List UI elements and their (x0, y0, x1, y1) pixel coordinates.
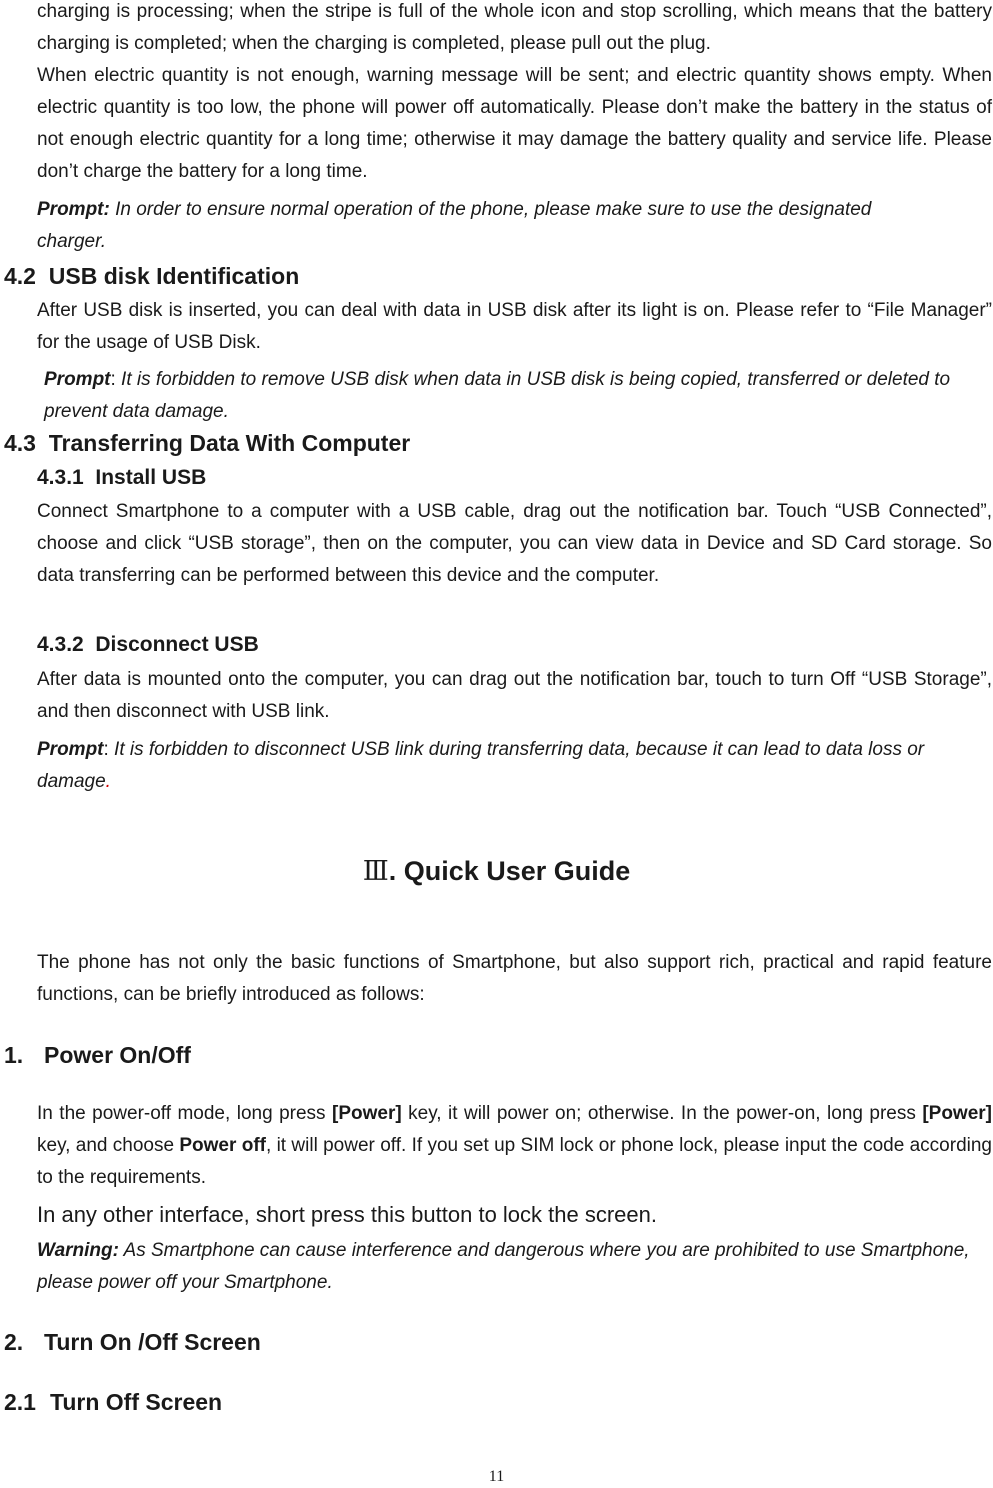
chapter-numeral: Ⅲ (362, 856, 389, 887)
paragraph-lock-screen: In any other interface, short press this button to lock the screen. (37, 1202, 657, 1227)
warning-text: As Smartphone can cause interference and dangerous where you are prohibited to use Smartphone, please power off your Smartphone. (37, 1240, 970, 1293)
heading-4-3-1 (37, 463, 206, 493)
warning-label: Warning: (37, 1240, 119, 1261)
heading-4-2 (4, 261, 299, 291)
section-turn-off-screen (4, 1386, 222, 1418)
heading-title: Install USB (95, 466, 207, 489)
heading-4-3 (4, 428, 410, 458)
section-title: Power On/Off (44, 1042, 191, 1068)
paragraph-charging: charging is processing; when the stripe is full of the whole icon and stop scrolling, which means that the battery charging is completed; when the charging is completed, please pull out the plug. (37, 1, 992, 54)
paragraph-power (37, 1098, 992, 1194)
section-screen (4, 1326, 261, 1358)
prompt-charger (37, 194, 897, 258)
heading-4-3-2 (37, 630, 259, 660)
paragraph-usb-disk: After USB disk is inserted, you can deal with data in USB disk after its light is on. Please refer to “File Manager” for the usage of USB Disk. (37, 300, 992, 353)
heading-number: 4.3.1 (37, 466, 84, 489)
section-number: 2.1 (4, 1389, 36, 1415)
warning-note (37, 1235, 987, 1299)
section-number: 2. (4, 1329, 24, 1355)
heading-title: Disconnect USB (95, 633, 259, 656)
prompt-end-mark: . (105, 771, 111, 792)
prompt-colon: : (110, 369, 116, 390)
prompt-label: Prompt (44, 369, 111, 390)
text-run: key, it will power on; otherwise. In the power-on, long press (401, 1103, 923, 1124)
prompt-label: Prompt: (37, 199, 110, 220)
prompt-usb-disk (44, 364, 992, 428)
chapter-title-text: . Quick User Guide (388, 856, 631, 886)
section-power (4, 1039, 191, 1071)
chapter-title (0, 853, 993, 890)
paragraph-electric-quantity: When electric quantity is not enough, warning message will be sent; and electric quantity shows empty. When electric quantity is too low, the phone will power off automatically. Please don’t make the battery in the status of not enough electric quantity for a long time; otherwise it may damage the battery quality and service life. Please don’t charge the battery for a long time. (37, 65, 992, 182)
prompt-usb-link (37, 734, 992, 798)
section-title: Turn On /Off Screen (44, 1329, 261, 1355)
prompt-text: It is forbidden to disconnect USB link during transferring data, because it can lead to data loss or damage (37, 739, 925, 792)
heading-title: Transferring Data With Computer (48, 430, 411, 456)
page-number: 11 (488, 1468, 505, 1485)
text-run: , it will power off. If you set up SIM lock or phone lock, please input the code according to the requirements. (37, 1135, 992, 1188)
section-number: 1. (4, 1042, 24, 1068)
paragraph-intro: The phone has not only the basic functions of Smartphone, but also support rich, practical and rapid feature functions, can be briefly introduced as follows: (37, 952, 992, 1005)
text-run: key, and choose (37, 1135, 180, 1156)
prompt-label: Prompt (37, 739, 104, 760)
prompt-text: In order to ensure normal operation of the phone, please make sure to use the designated charger. (37, 199, 872, 252)
paragraph-disconnect-usb: After data is mounted onto the computer, you can drag out the notification bar, touch to turn Off “USB Storage”, and then disconnect with USB link. (37, 669, 992, 722)
text-run: In the power-off mode, long press (37, 1103, 333, 1124)
prompt-colon: : (103, 739, 109, 760)
power-key-label: [Power] (332, 1103, 402, 1124)
prompt-text: It is forbidden to remove USB disk when data in USB disk is being copied, transferred or deleted to prevent data damage. (44, 369, 951, 422)
heading-number: 4.3 (4, 430, 36, 456)
heading-title: USB disk Identification (48, 263, 300, 289)
heading-number: 4.3.2 (37, 633, 84, 656)
paragraph-install-usb: Connect Smartphone to a computer with a USB cable, drag out the notification bar. Touch “USB Connected”, choose and click “USB storage”, then on the computer, you can view data in Device and SD Card storage. So data transferring can be performed between this device and the computer. (37, 501, 992, 586)
heading-number: 4.2 (4, 263, 36, 289)
power-off-label: Power off (179, 1135, 266, 1156)
section-title: Turn Off Screen (50, 1389, 223, 1415)
power-key-label: [Power] (922, 1103, 992, 1124)
